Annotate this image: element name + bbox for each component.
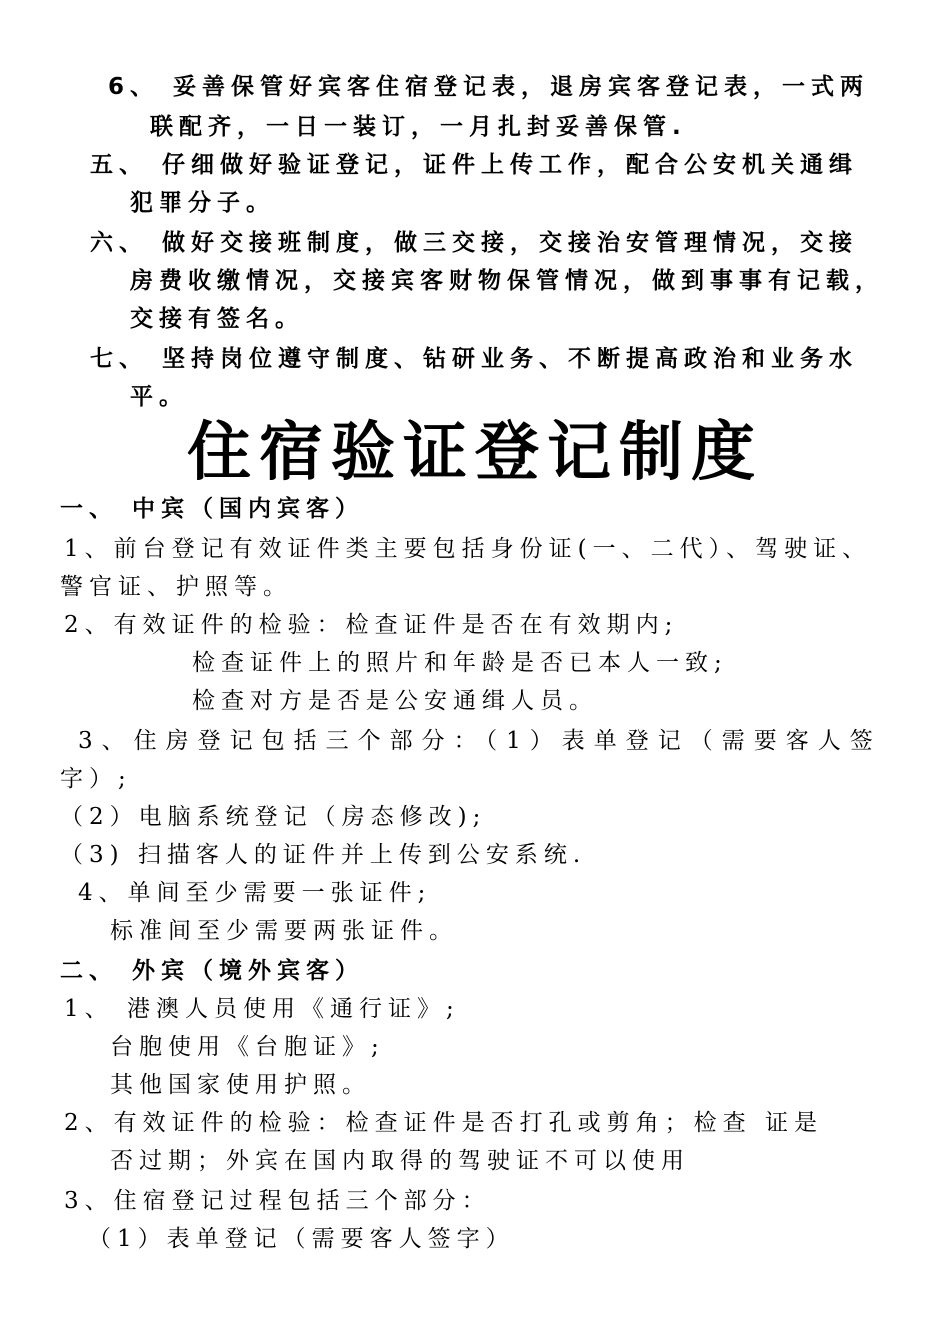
s1-p3-line1: 3、住房登记包括三个部分：（1）表单登记（需要客人签	[78, 728, 882, 754]
item6-line2: 联配齐，一日一装订，一月扎封妥善保管.	[150, 114, 687, 140]
s2-p1-line1: 1、 港澳人员使用《通行证》;	[64, 996, 460, 1022]
s1-p4-line1: 4、单间至少需要一张证件;	[78, 880, 432, 906]
s2-p1-line2: 台胞使用《台胞证》;	[110, 1034, 385, 1060]
item7-line1: 七、 坚持岗位遵守制度、钻研业务、不断提高政治和业务水	[90, 346, 859, 372]
s2-p2-line2: 否过期；外宾在国内取得的驾驶证不可以使用	[110, 1148, 690, 1174]
item7-line2: 平。	[130, 384, 188, 410]
section2-heading: 二、 外宾（境外宾客）	[60, 958, 365, 984]
item6b-line3: 交接有签名。	[130, 306, 304, 332]
s1-p2-line2: 检查证件上的照片和年龄是否已本人一致;	[192, 650, 728, 676]
item6b-line2: 房费收缴情况，交接宾客财物保管情况，做到事事有记载，	[130, 268, 884, 294]
s1-p1-line2: 警官证、护照等。	[60, 574, 292, 600]
s1-p2-line1: 2、有效证件的检验：检查证件是否在有效期内;	[64, 612, 679, 638]
item5-line1: 五、 仔细做好验证登记，证件上传工作，配合公安机关通缉	[90, 152, 859, 178]
page-title: 住宿验证登记制度	[187, 416, 763, 490]
s1-p3-line4: （3) 扫描客人的证件并上传到公安系统.	[60, 842, 587, 868]
item5-line2: 犯罪分子。	[130, 190, 275, 216]
s2-p3-line2: （1）表单登记（需要客人签字）	[88, 1226, 515, 1252]
s2-p2-line1: 2、有效证件的检验：检查证件是否打孔或剪角；检查 证是	[64, 1110, 823, 1136]
s1-p2-line3: 检查对方是否是公安通缉人员。	[192, 688, 598, 714]
item6-line1: 6、 妥善保管好宾客住宿登记表，退房宾客登记表，一式两	[108, 74, 870, 100]
s2-p1-line3: 其他国家使用护照。	[110, 1072, 371, 1098]
s1-p3-line3: （2）电脑系统登记（房态修改);	[60, 804, 487, 830]
section1-heading: 一、 中宾（国内宾客）	[60, 496, 365, 522]
s2-p3-line1: 3、住宿登记过程包括三个部分：	[64, 1188, 491, 1214]
s1-p4-line2: 标准间至少需要两张证件。	[110, 918, 458, 944]
item6b-line1: 六、 做好交接班制度，做三交接，交接治安管理情况，交接	[90, 230, 859, 256]
s1-p3-line2: 字）;	[60, 766, 132, 792]
s1-p1-line1: 1、前台登记有效证件类主要包括身份证(一、二代）、驾驶证、	[64, 536, 872, 562]
